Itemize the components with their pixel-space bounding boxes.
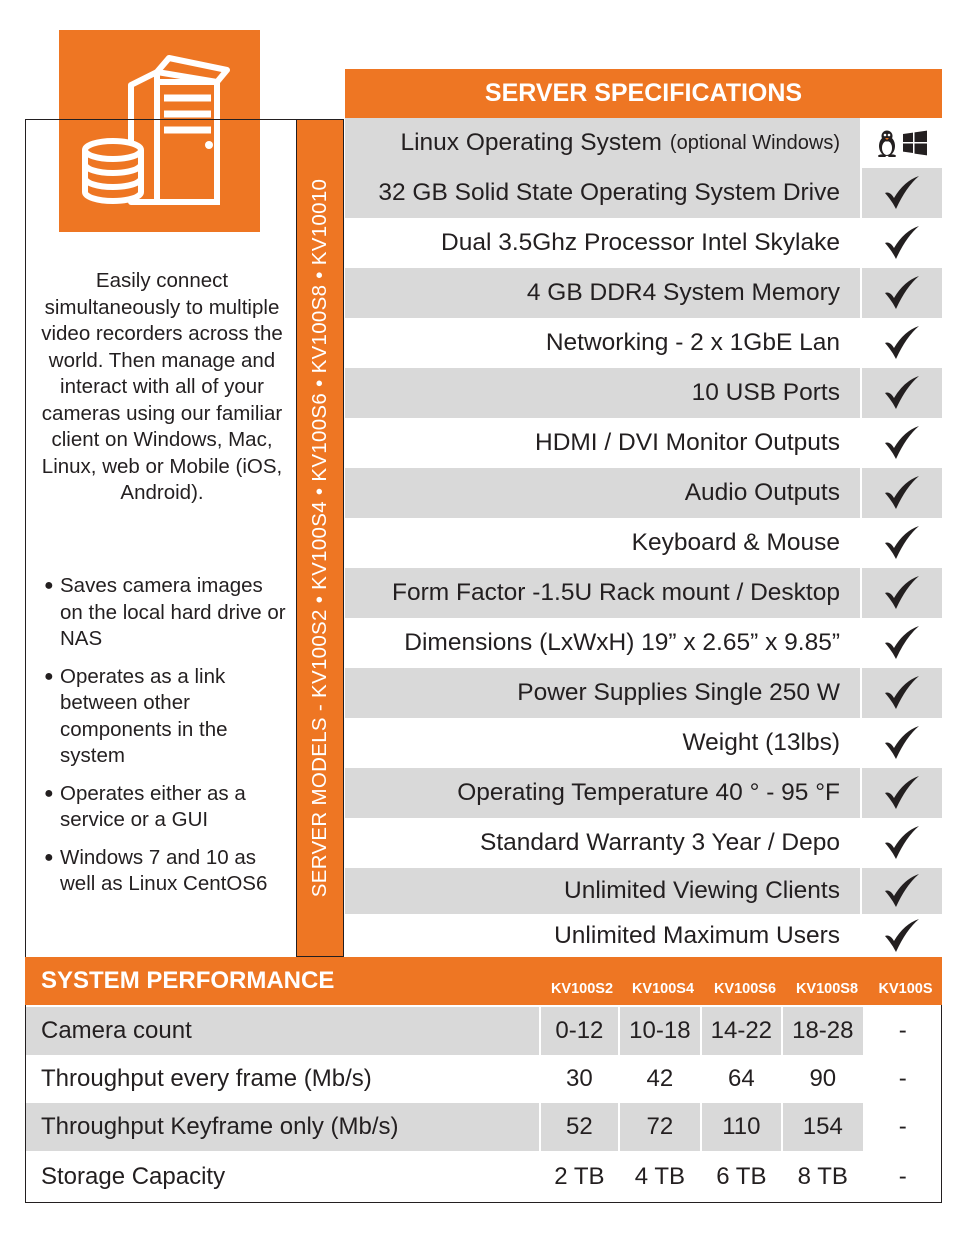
- spec-row: [345, 868, 942, 914]
- checkmark-icon: [882, 325, 922, 361]
- checkmark-icon: [882, 725, 922, 761]
- system-performance-title: SYSTEM PERFORMANCE: [41, 967, 335, 994]
- spec-row: [345, 518, 942, 568]
- bullet-icon: ●: [44, 848, 54, 866]
- spec-label: HDMI / DVI Monitor Outputs: [345, 418, 860, 468]
- table-cell: 4 TB: [620, 1151, 699, 1203]
- table-cell: 30: [541, 1055, 618, 1103]
- spec-label: Unlimited Maximum Users: [345, 914, 860, 957]
- spec-row: [345, 218, 942, 268]
- table-row: [26, 1103, 941, 1151]
- check-cell: [862, 618, 942, 668]
- table-cell: 90: [783, 1055, 862, 1103]
- bullet-icon: ●: [44, 577, 54, 594]
- table-cell: 154: [783, 1103, 862, 1151]
- table-cell: 52: [541, 1103, 618, 1151]
- table-row: [26, 1005, 941, 1055]
- spec-row: [345, 118, 942, 168]
- checkmark-icon: [882, 625, 922, 661]
- check-cell: [862, 168, 942, 218]
- checkmark-icon: [882, 525, 922, 561]
- check-cell: [862, 768, 942, 818]
- table-row: [26, 1055, 941, 1103]
- table-cell: 8 TB: [783, 1151, 862, 1203]
- checkmark-icon: [882, 275, 922, 311]
- spec-row: [345, 768, 942, 818]
- table-cell: 42: [620, 1055, 699, 1103]
- spec-label: Operating Temperature 40 ° - 95 °F: [345, 768, 860, 818]
- spec-row: [345, 914, 942, 957]
- check-cell: [862, 518, 942, 568]
- spec-label: Networking - 2 x 1GbE Lan: [345, 318, 860, 368]
- spec-label: Standard Warranty 3 Year / Depo: [345, 818, 860, 868]
- spec-label: Form Factor -1.5U Rack mount / Desktop: [345, 568, 860, 618]
- table-cell: 14-22: [702, 1007, 781, 1055]
- spec-label: 32 GB Solid State Operating System Drive: [345, 168, 860, 218]
- perf-column-header: KV100S4: [631, 981, 695, 997]
- spec-row: [345, 168, 942, 218]
- checkmark-icon: [882, 225, 922, 261]
- system-performance-header: [25, 957, 942, 1005]
- spec-row: [345, 718, 942, 768]
- check-cell: [862, 318, 942, 368]
- windows-icon: [902, 130, 928, 156]
- row-label: Storage Capacity: [26, 1151, 539, 1203]
- server-models-bar: [296, 119, 344, 957]
- table-cell: 2 TB: [541, 1151, 618, 1203]
- check-cell: [862, 468, 942, 518]
- feature-item: ● Operates as a link between other components in the system: [44, 664, 228, 767]
- checkmark-icon: [882, 675, 922, 711]
- checkmark-icon: [882, 775, 922, 811]
- checkmark-icon: [882, 475, 922, 511]
- server-models-label: SERVER MODELS - KV100S2 • KV100S4 • KV100S6 • KV100S8 • KV10010: [308, 178, 331, 898]
- table-cell: 6 TB: [702, 1151, 781, 1203]
- checkmark-icon: [882, 918, 922, 954]
- table-cell: 64: [702, 1055, 781, 1103]
- spec-label: 10 USB Ports: [345, 368, 860, 418]
- perf-column-header: KV100S8: [795, 981, 859, 997]
- check-cell: [862, 418, 942, 468]
- table-cell: 18-28: [783, 1007, 862, 1055]
- table-cell: -: [865, 1055, 941, 1103]
- table-cell: -: [865, 1007, 941, 1055]
- feature-item: ● Windows 7 and 10 as well as Linux CentOS6: [44, 845, 268, 895]
- check-cell: [862, 268, 942, 318]
- spec-row: [345, 668, 942, 718]
- checkmark-icon: [882, 873, 922, 909]
- table-cell: 0-12: [541, 1007, 618, 1055]
- spec-row: [345, 368, 942, 418]
- check-cell: [862, 818, 942, 868]
- check-cell: [862, 218, 942, 268]
- perf-column-header: KV100S6: [713, 981, 777, 997]
- spec-row: [345, 468, 942, 518]
- bullet-icon: ●: [44, 667, 54, 685]
- spec-label: 4 GB DDR4 System Memory: [345, 268, 860, 318]
- checkmark-icon: [882, 175, 922, 211]
- bullet-icon: ●: [44, 784, 54, 802]
- spec-row: [345, 568, 942, 618]
- table-cell: -: [865, 1103, 941, 1151]
- row-label: Throughput Keyframe only (Mb/s): [26, 1103, 539, 1151]
- table-cell: 10-18: [620, 1007, 699, 1055]
- spec-row: [345, 818, 942, 868]
- table-row: [26, 1151, 941, 1203]
- spec-row: [345, 318, 942, 368]
- spec-label: Unlimited Viewing Clients: [345, 868, 860, 914]
- table-cell: -: [865, 1151, 941, 1203]
- spec-row: [345, 618, 942, 668]
- check-cell: [862, 668, 942, 718]
- spec-label: Audio Outputs: [345, 468, 860, 518]
- checkmark-icon: [882, 375, 922, 411]
- perf-column-header: KV100S2: [550, 981, 614, 997]
- check-cell: [862, 568, 942, 618]
- check-cell: [862, 368, 942, 418]
- feature-item: ● Saves camera images on the local hard drive or NAS: [44, 574, 286, 650]
- server-specifications-header: SERVER SPECIFICATIONS: [345, 69, 942, 118]
- spec-label: Dual 3.5Ghz Processor Intel Skylake: [345, 218, 860, 268]
- spec-label: Linux Operating System (optional Windows): [345, 118, 860, 168]
- feature-list: [44, 573, 290, 909]
- spec-list: [345, 118, 942, 957]
- performance-table: [25, 1005, 942, 1203]
- spec-label: Dimensions (LxWxH) 19” x 2.65” x 9.85”: [345, 618, 860, 668]
- spec-label: Power Supplies Single 250 W: [345, 668, 860, 718]
- spec-row: [345, 268, 942, 318]
- spec-row: [345, 418, 942, 468]
- checkmark-icon: [882, 425, 922, 461]
- check-cell: [862, 718, 942, 768]
- table-cell: 72: [620, 1103, 699, 1151]
- table-cell: 110: [702, 1103, 781, 1151]
- feature-item: ● Operates either as a service or a GUI: [44, 781, 246, 831]
- perf-column-header: KV100S: [878, 981, 933, 997]
- description-text: Easily connect simultaneously to multiple video recorders across the world. Then manage and interact with all of your cameras using our familiar client on Windows, Mac, Linux, web or Mobile (iOS, Android).: [41, 269, 283, 504]
- check-cell: [862, 868, 942, 914]
- spec-label: Keyboard & Mouse: [345, 518, 860, 568]
- check-cell: [862, 914, 942, 957]
- os-icons: [862, 118, 942, 168]
- row-label: Camera count: [26, 1007, 539, 1055]
- row-label: Throughput every frame (Mb/s): [26, 1055, 539, 1103]
- linux-tux-icon: [876, 129, 898, 157]
- checkmark-icon: [882, 575, 922, 611]
- checkmark-icon: [882, 825, 922, 861]
- spec-label: Weight (13lbs): [345, 718, 860, 768]
